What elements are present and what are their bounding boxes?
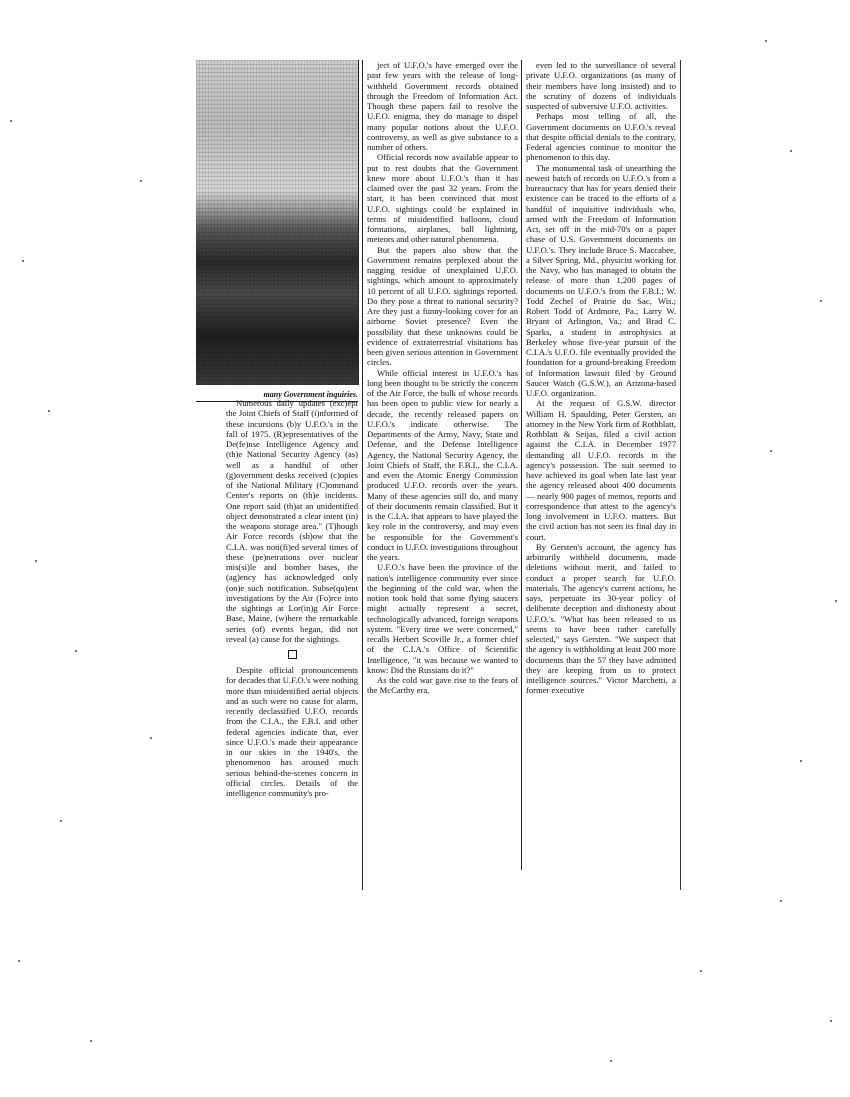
paragraph: But the papers also show that the Government remains perplexed about the nagging residue of unexplained U.F.O. sightings, which amount to approximately 10 percent of all U.F.O. sightings reported. Do they pose a threat to national security? Are they just a funny-looking cover for an airborne Soviet presence? Even the possibility that these unknowns could be evidence of extraterrestrial visitations has been given serious attention in Government circles. [367,244,518,368]
section-end-mark [288,650,297,659]
column-rule [362,60,363,890]
paragraph: While official interest in U.F.O.'s has long been thought to be strictly the concern of the Air Force, the bulk of whose records has been open to public view for nearly a decade, the recently released papers on U.F.O.'s indicate otherwise. The Departments of the Army, Navy, State and Defense, and the Defense Intelligence Agency, the National Security Agency, the Joint Chiefs of Staff, the F.B.I., the C.I.A. and even the Atomic Energy Commission produced U.F.O. records over the years. Many of these agencies still do, and many of their documents remain classified. But it is the C.I.A. that appears to have played the key role in the controversy, and may even be responsible for the Government's conduct in U.F.O. investigations throughout the years. [367,367,518,562]
article-column-3 [526,60,676,696]
paragraph: ject of U.F.O.'s have emerged over the past few years with the release of long-withheld Government records obtained through the Freedom of Information Act. Though these papers fail to resolve the U.F.O. enigma, they do manage to dispel many popular notions about the U.F.O. controversy, as well as give substance to a number of others. [367,60,518,152]
paragraph: At the request of G.S.W. director William H. Spaulding, Peter Gersten, an attorney in the New York firm of Rothblatt, Rothblatt & Seijas, filed a civil action against the C.I.A. in December 1977 demanding all U.F.O. records in the agency's possession. The suit seemed to have achieved its goal when late last year the agency released about 400 documents — nearly 900 pages of memos, reports and correspondence that attest to the agency's long involvement in U.F.O. matters. But the civil action has not seen its final day in court. [526,398,676,542]
article-column-2 [367,60,518,696]
paragraph: even led to the surveillance of several private U.F.O. organizations (as many of their members have long insisted) and to the scrutiny of dozens of individuals suspected of subversive U.F.O. activities. [526,60,676,111]
article-column-1 [226,398,358,798]
paragraph: By Gersten's account, the agency has arbitrarily withheld documents, made deletions without merit, and failed to conduct a proper search for U.F.O. materials. The agency's current actions, he says, perpetuate its 30-year policy of deliberate deception and dishonesty about U.F.O.'s. "What has been released to us seems to have been rather carefully selected," says Gersten. "We suspect that the agency is withholding at least 200 more documents than the 57 they have admitted they are keeping from us to protect intelligence sources." Victor Marchetti, a former executive [526,541,676,696]
paragraph: As the cold war gave rise to the fears of the McCarthy era, [367,675,518,696]
newspaper-photo [196,60,359,385]
paragraph: Perhaps most telling of all, the Government documents on U.F.O.'s reveal that despite official denials to the contrary, Federal agencies continue to monitor the phenomenon to this day. [526,111,676,163]
column-rule [521,60,522,870]
photo-caption: many Government inquiries. [196,390,358,402]
paragraph: U.F.O.'s have been the province of the nation's intelligence community ever since the beginning of the cold war, when the notion took hold that some flying saucers might actually represent a secret, technologically advanced, foreign weapons system. "Every time we were concerned," recalls Herbert Scoville Jr., a former chief of the C.I.A.'s Office of Scientific Intelligence, "it was because we wanted to know: Did the Russians do it?" [367,562,518,675]
newspaper-clipping [196,60,731,885]
paragraph: The monumental task of unearthing the newest batch of records on U.F.O.'s from a bureaucracy that has for years denied their existence can be traced to the efforts of a handful of inquisitive individuals who, armed with the Freedom of Information Act, set off in the mid-70's on a paper chase of U.S. Government documents on U.F.O.'s. They include Bruce S. Maccabee, a Silver Spring, Md., physicist working for the Navy, who has managed to obtain the release of more than 1,200 pages of documents on U.F.O.'s from the F.B.I.; W. Todd Zechel of Prairie du Sac, Wis.; Robert Todd of Ardmore, Pa.; Larry W. Bryant of Arlington, Va.; and Brad C. Sparks, a student in astrophysics at Berkeley whose five-year pursuit of the C.I.A.'s U.F.O. file eventually provided the foundation for a ground-breaking Freedom of Information lawsuit filed by Ground Saucer Watch (G.S.W.), an Arizona-based U.F.O. organization. [526,162,676,398]
paragraph: Official records now available appear to put to rest doubts that the Government knew more about U.F.O.'s than it has claimed over the past 32 years. From the start, it has been convinced that most U.F.O. sightings could be explained in terms of misidentified balloons, cloud formations, airplanes, ball lightning, meteors and other natural phenomena. [367,152,518,245]
clipping-edge [680,60,681,890]
paragraph: Numerous daily updates (exc)ept the Joint Chiefs of Staff (i)nformed of these incursions (b)y U.F.O.'s in the fall of 1975. (R)epresentatives of the De(fe)nse Intelligence Agency and (th)e National Security Agency (as) well as a handful of other (g)overnment desks received (c)opies of the National Military (C)ommand Center's reports on (th)e incidents. One report said (th)at an unidentified object demonstrated a clear intent (in) the weapons storage area." (T)hough Air Force records (sh)ow that the C.I.A. was noti(fi)ed several times of these (pe)netrations over nuclear mis(si)le and bomber bases, the (ag)ency has acknowledged only (on)e such notification. Subse(qu)ent investigations by the Air (Fo)rce into the sightings at Lor(in)g Air Force Base, Maine, (w)here the remarkable series (of) events began, did not reveal (a) cause for the sightings. [226,398,358,644]
paragraph: Despite official pronouncements for decades that U.F.O.'s were nothing more than misidentified aerial objects and as such were no cause for alarm, recently declassified U.F.O. records from the C.I.A., the F.B.I. and other federal agencies indicate that, ever since U.F.O.'s made their appearance in our skies in the 1940's, the phenomenon has aroused much serious behind-the-scenes concern in official circles. Details of the intelligence community's pro- [226,665,358,798]
